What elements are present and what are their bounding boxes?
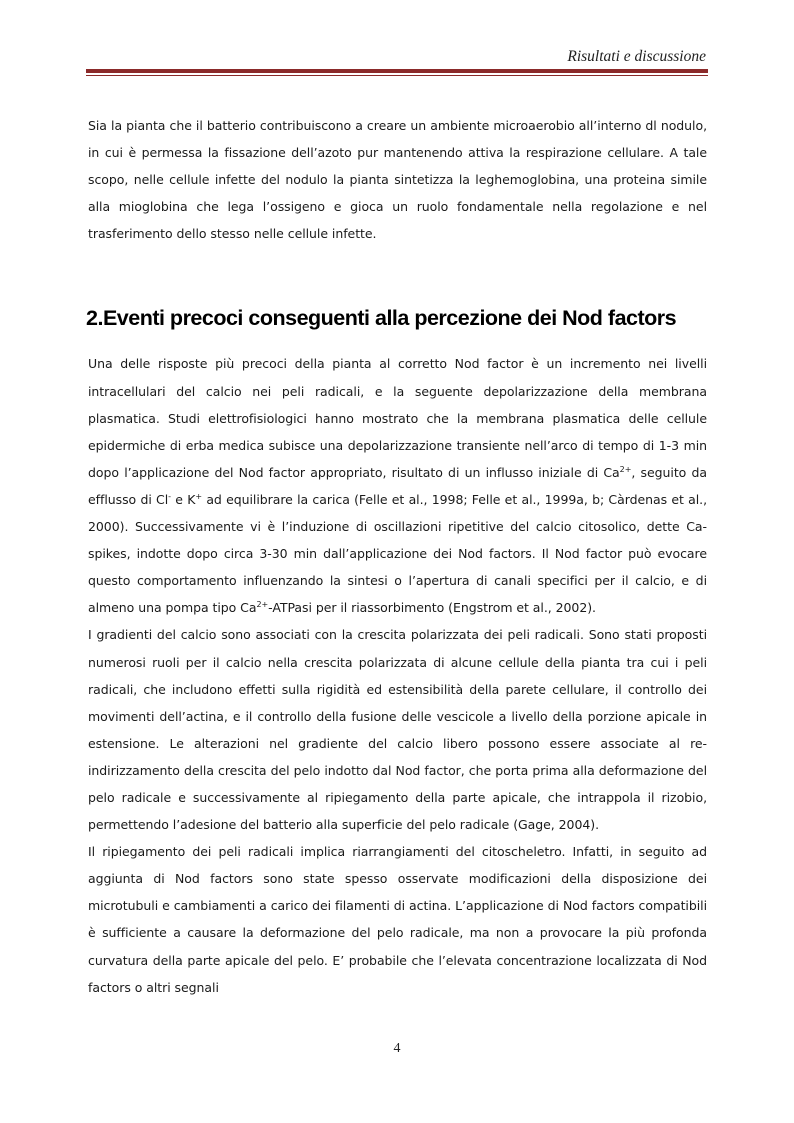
paragraph-text: ad equilibrare la carica (Felle et al., 1998; Felle et al., 1999a, b; Càrdenas et al., 2000). Successivamente vi è l’induzione di oscillazioni ripetitive del calcio citosolico, dette Ca-spikes, indotte dopo circa 3-30 min dall’applicazione dei Nod factors. Il Nod factor può evocare questo comportamento influenzando la sintesi o l’apertura di canali specifici per il calcio, e di almeno una pompa tipo Ca (88, 491, 707, 616)
paragraph-text: Una delle risposte più precoci della pianta al corretto Nod factor è un incremento nei livelli intracellulari del calcio nei peli radicali, e la seguente depolarizzazione della membrana plasmatica. Studi elettrofisiologici hanno mostrato che la membrana plasmatica delle cellule epidermiche di erba medica subisce una depolarizzazione transiente nell’arco di tempo di 1-3 min dopo l’applicazione del Nod factor appropriato, risultato di un influsso iniziale di Ca (88, 356, 707, 480)
paragraph-calcium-response (88, 350, 707, 621)
superscript: + (195, 491, 203, 501)
superscript: 2+ (256, 600, 269, 610)
superscript: - (168, 491, 171, 501)
paragraph-calcium-gradients: I gradienti del calcio sono associati con la crescita polarizzata dei peli radicali. Sono stati proposti numerosi ruoli per il calcio nella crescita polarizzata di alcune cellule della pianta tra cui i peli radicali, che includono effetti sulla rigidità ed estensibilità della parete cellulare, il controllo dei movimenti dell’actina, e il controllo della fusione delle vescicole a livello della porzione apicale in estensione. Le alterazioni nel gradiente del calcio libero possono essere associate al re-indirizzamento della crescita del pelo indotto dal Nod factor, che porta prima alla deformazione del pelo radicale e successivamente al ripiegamento della parte apicale, che intrappola il rizobio, permettendo l’adesione del batterio alla superficie del pelo radicale (Gage, 2004). (88, 627, 707, 833)
paragraph-text: -ATPasi per il riassorbimento (Engstrom et al., 2002). (268, 600, 596, 616)
superscript: 2+ (619, 464, 632, 474)
page-content (88, 112, 707, 1001)
header-rule-thin (86, 75, 708, 76)
paragraph-text: , seguito da efflusso di Cl (88, 464, 707, 507)
intro-paragraph: Sia la pianta che il batterio contribuiscono a creare un ambiente microaerobio all’interno dl nodulo, in cui è permessa la fissazione dell’azoto pur mantenendo attiva la respirazione cellulare. A tale scopo, nelle cellule infette del nodulo la pianta sintetizza la leghemoglobina, una proteina simile alla mioglobina che lega l’ossigeno e gioca un ruolo fondamentale nella regolazione e nel trasferimento dello stesso nelle cellule infette. (88, 118, 707, 242)
page-number: 4 (393, 1041, 401, 1056)
paragraph-cytoskeleton: Il ripiegamento dei peli radicali implica riarrangiamenti del citoscheletro. Infatti, in seguito ad aggiunta di Nod factors sono state spesso osservate modificazioni della disposizione dei microtubuli e cambiamenti a carico dei filamenti di actina. L’applicazione di Nod factors compatibili è sufficiente a causare la deformazione del pelo radicale, ma non a provocare la più profonda curvatura della parte apicale del pelo. E’ probabile che l’elevata concentrazione localizzata di Nod factors o altri segnali (88, 844, 707, 995)
section-heading (86, 304, 707, 332)
section-number: 2. (86, 306, 103, 331)
header-rule-thick (86, 69, 708, 73)
paragraph-text: e K (171, 491, 196, 507)
section-title: Eventi precoci conseguenti alla percezione dei Nod factors (102, 306, 677, 331)
running-header: Risultati e discussione (567, 48, 706, 65)
